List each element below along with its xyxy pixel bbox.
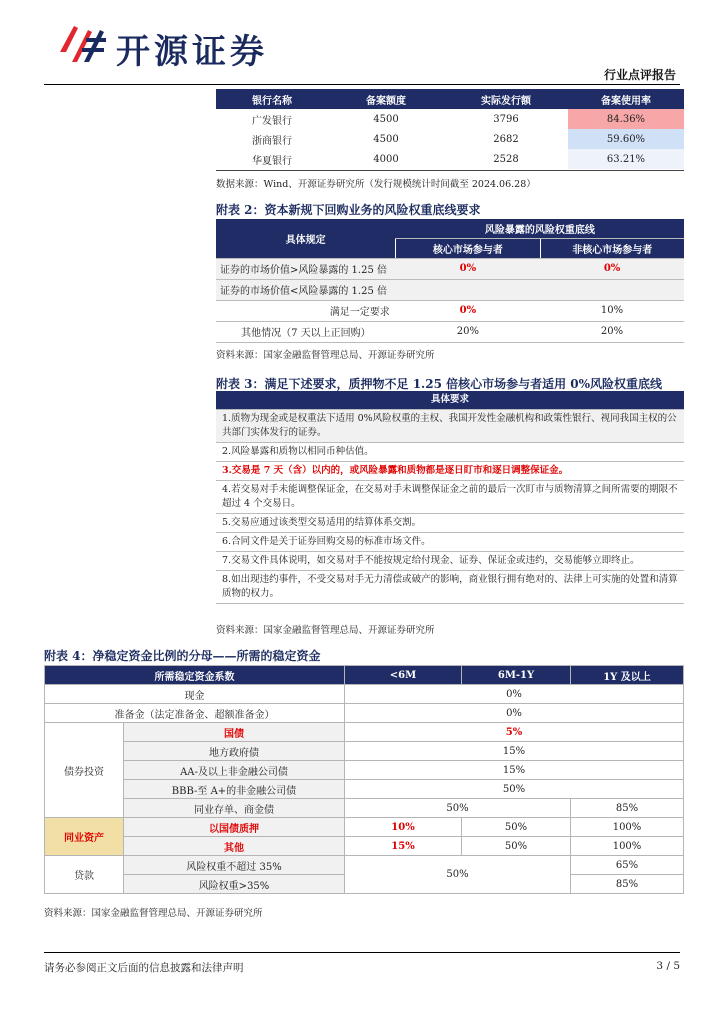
footer-disclaimer: 请务必参阅正文后面的信息披露和法律声明 bbox=[44, 962, 244, 974]
table-row: 满足一定要求 0% 10% bbox=[216, 300, 684, 321]
brand-logo-icon bbox=[58, 22, 108, 66]
list-item: 3.交易是 7 天（含）以内的，或风险暴露和质物都是逐日盯市和逐日调整保证金。 bbox=[216, 462, 684, 481]
risk-weight-table: 具体规定 风险暴露的风险权重底线 核心市场参与者 非核心市场参与者 证券的市场价值>风险暴露的 1.25 倍 0% 0% 证券的市场价值<风险暴露的 1.25 倍 满足一定要求 0% 10% 其他情况（7 天以上正回购） 20% 20% bbox=[216, 219, 684, 343]
page-number: 3 / 5 bbox=[656, 960, 680, 972]
list-item: 4.若交易对手未能调整保证金，在交易对手未调整保证金之前的最后一次盯市与质物清算之间所需要的期限不超过 4 个交易日。 bbox=[216, 481, 684, 514]
table-row: AA-及以上非金融公司债 15% bbox=[45, 761, 684, 780]
table-row: BBB-至 A+的非金融公司债 50% bbox=[45, 780, 684, 799]
table-row: 贷款 风险权重不超过 35% 50% 65% bbox=[45, 856, 684, 875]
table-row: 债券投资 国债 5% bbox=[45, 723, 684, 742]
table-row: 证券的市场价值>风险暴露的 1.25 倍 0% 0% bbox=[216, 258, 684, 279]
col-quota: 备案额度 bbox=[366, 95, 406, 107]
table-row: 广发银行 4500 3796 84.36% bbox=[216, 109, 684, 129]
table4-source: 资料来源：国家金融监督管理总局、开源证券研究所 bbox=[44, 908, 263, 919]
rate-cell: 59.60% bbox=[568, 129, 684, 149]
list-item: 6.合同文件是关于证券回购交易的标准市场文件。 bbox=[216, 533, 684, 552]
rate-cell: 84.36% bbox=[568, 109, 684, 129]
list-item: 7.交易文件具体说明，如交易对手不能按规定给付现金、证券、保证金或违约，交易能够立即终止。 bbox=[216, 552, 684, 571]
table-row: 风险权重>35% 85% bbox=[45, 875, 684, 894]
report-type: 行业点评报告 bbox=[603, 68, 676, 82]
brand-name: 开源证券 bbox=[116, 32, 268, 72]
requirements-table: 具体要求 1.质物为现金或是权重法下适用 0%风险权重的主权、我国开发性金融机构和政策性银行、视同我国主权的公共部门实体发行的证券。 2.风险暴露和质物以相同币种估值。 3.交易是 7 天（含）以内的，或风险暴露和质物都是逐日盯市和逐日调整保证金。 4.若交易对手未能调整保证金，在交易对手未调整保证金之前的最后一次盯市与质物清算之间所需要的期限不超过 4 个交易日。 5.交易应通过该类型交易适用的结算体系交割。 6.合同文件是关于证券回购交易的标准市场文件。 7.交易文件具体说明，如交易对手不能按规定给付现金、证券、保证金或违约，交易能够立即终止。 8.如出现违约事件，不受交易对手无力清偿或破产的影响，商业银行拥有绝对的、法律上可实施的处置和清算质物的权力。 bbox=[216, 391, 684, 604]
table3-source: 资料来源：国家金融监督管理总局、开源证券研究所 bbox=[216, 625, 435, 636]
table-row: 地方政府债 15% bbox=[45, 742, 684, 761]
nsfr-table: 所需稳定资金系数 <6M 6M-1Y 1Y 及以上 现金 0% 准备金（法定准备金、超额准备金） 0% 债券投资 国债 5% 地方政府债 15% AA-及以上非金融公司债 15% BBB-至 A+的非金融公司债 50% 同业存单、商金债 50% 85% 同业资产 以国债质押 10% 50% 100% 其他 15% 50% 100% 贷款 风险权重不超过 35% 50% 65% 风险权重>35% 85% bbox=[44, 665, 684, 894]
col-bank: 银行名称 bbox=[252, 95, 292, 107]
table-row: 同业资产 以国债质押 10% 50% 100% bbox=[45, 818, 684, 837]
table4-title: 附表 4：净稳定资金比例的分母——所需的稳定资金 bbox=[44, 649, 321, 663]
table-row: 准备金（法定准备金、超额准备金） 0% bbox=[45, 704, 684, 723]
table-row: 证券的市场价值<风险暴露的 1.25 倍 bbox=[216, 279, 684, 300]
footer-rule bbox=[44, 952, 680, 953]
table-row: 其他 15% 50% 100% bbox=[45, 837, 684, 856]
table2-source: 资料来源：国家金融监督管理总局、开源证券研究所 bbox=[216, 350, 435, 361]
table3-title: 附表 3：满足下述要求，质押物不足 1.25 倍核心市场参与者适用 0%风险权重底线 bbox=[216, 377, 663, 391]
list-item: 5.交易应通过该类型交易适用的结算体系交割。 bbox=[216, 514, 684, 533]
list-item: 8.如出现违约事件，不受交易对手无力清偿或破产的影响，商业银行拥有绝对的、法律上可实施的处置和清算质物的权力。 bbox=[216, 571, 684, 604]
table1-source: 数据来源：Wind、开源证券研究所（发行规模统计时间截至 2024.06.28） bbox=[216, 179, 536, 190]
table-row: 浙商银行 4500 2682 59.60% bbox=[216, 129, 684, 149]
page-header bbox=[0, 0, 724, 88]
table-row: 华夏银行 4000 2528 63.21% bbox=[216, 149, 684, 169]
col-issued: 实际发行额 bbox=[481, 95, 531, 107]
rate-cell: 63.21% bbox=[568, 149, 684, 169]
table-row: 同业存单、商金债 50% 85% bbox=[45, 799, 684, 818]
table-row: 现金 0% bbox=[45, 685, 684, 704]
header-rule bbox=[44, 84, 680, 85]
list-item: 2.风险暴露和质物以相同币种估值。 bbox=[216, 443, 684, 462]
table-row: 其他情况（7 天以上正回购） 20% 20% bbox=[216, 321, 684, 342]
table2-title: 附表 2：资本新规下回购业务的风险权重底线要求 bbox=[216, 203, 481, 217]
col-rate: 备案使用率 bbox=[601, 95, 651, 107]
list-item: 1.质物为现金或是权重法下适用 0%风险权重的主权、我国开发性金融机构和政策性银行、视同我国主权的公共部门实体发行的证券。 bbox=[216, 410, 684, 443]
bank-quota-table bbox=[216, 89, 684, 169]
